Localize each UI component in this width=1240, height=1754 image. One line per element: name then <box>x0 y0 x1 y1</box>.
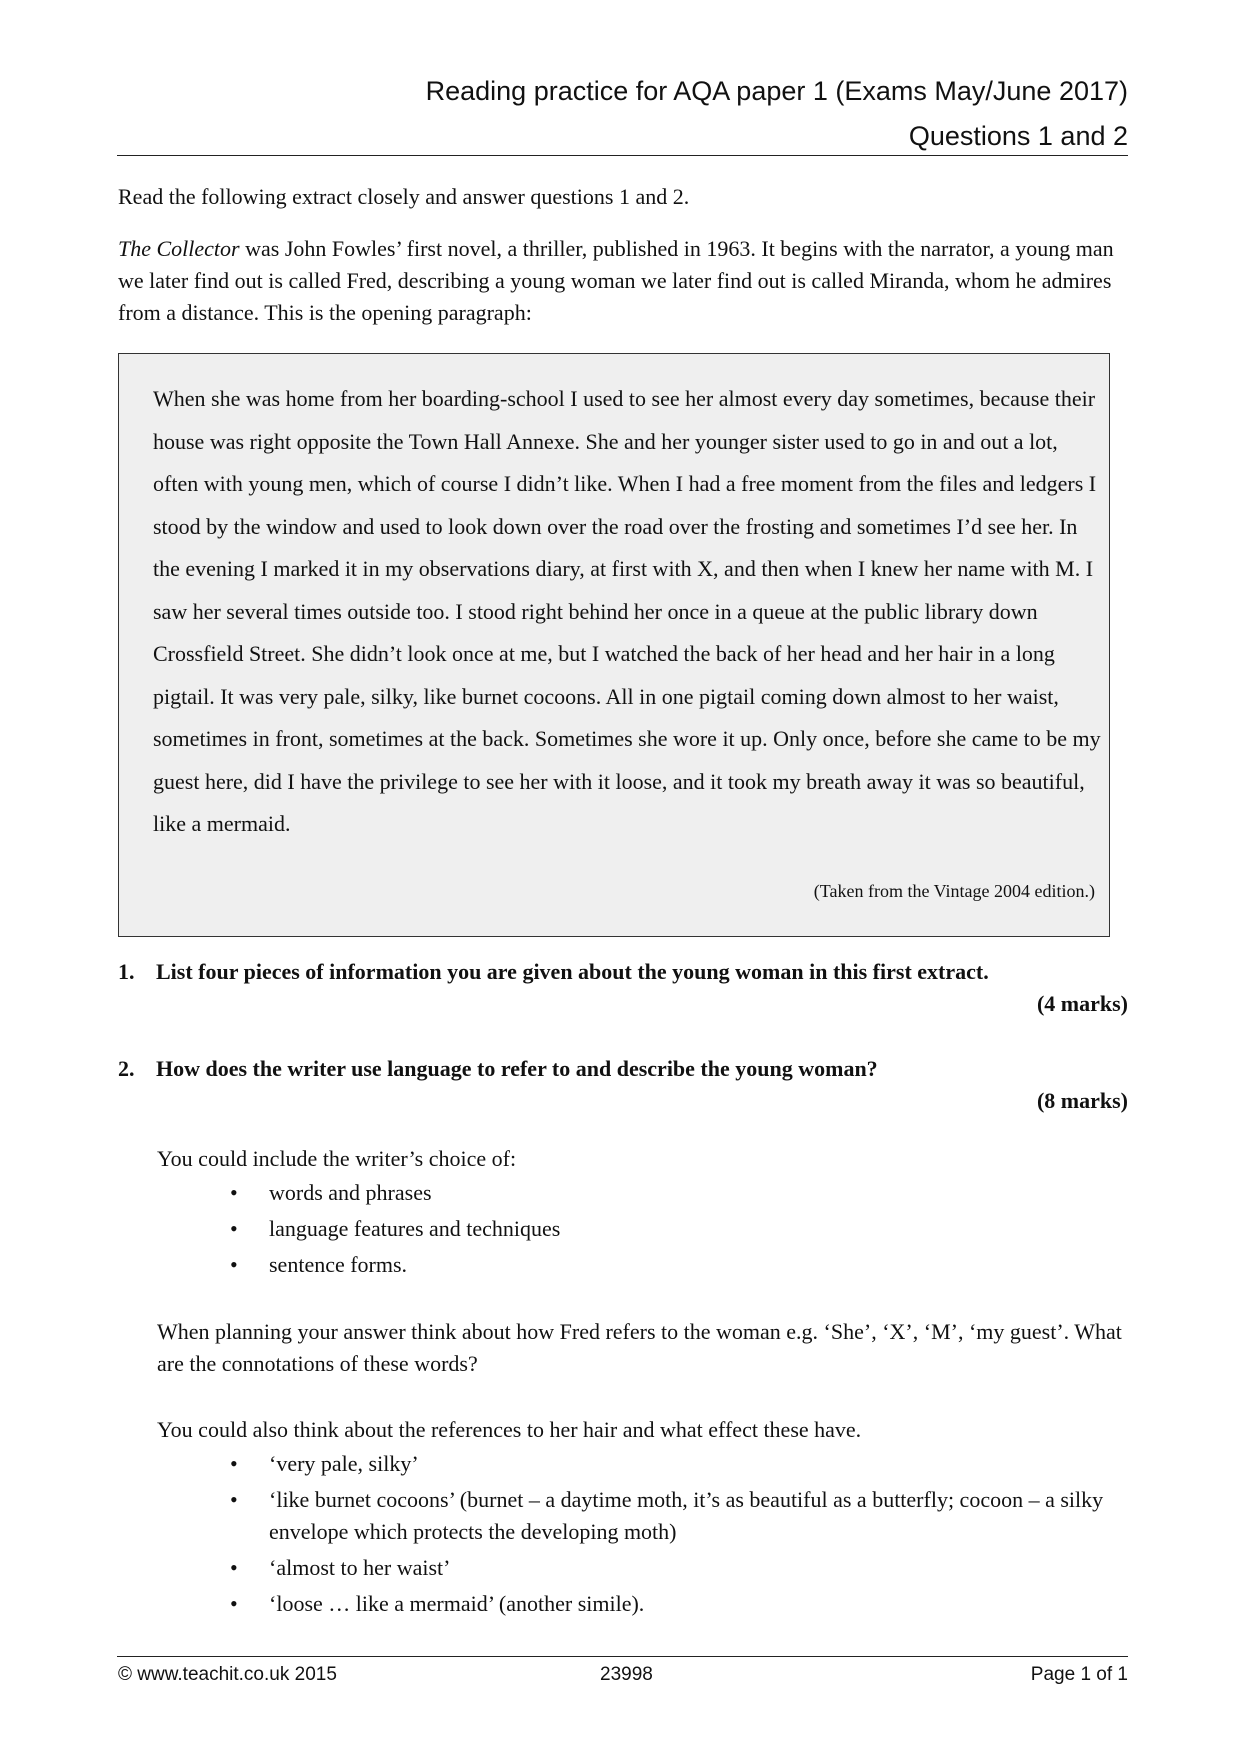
context-text: was John Fowles’ first novel, a thriller, published in 1963. It begins with the narrator, a young man we later find out is called Fred, describing a young woman we later find out is called Miranda, whom he admires from a distance. This is the opening paragraph: <box>118 236 1114 325</box>
page-title: Reading practice for AQA paper 1 (Exams May/June 2017) <box>425 76 1128 106</box>
list-item: • ‘loose … like a mermaid’ (another simile). <box>157 1588 1127 1620</box>
list-item: • words and phrases <box>157 1175 1127 1211</box>
extract-box <box>118 353 1110 937</box>
footer-code: 23998 <box>600 1664 653 1685</box>
question-text: List four pieces of information you are given about the young woman in this first extract. <box>156 959 989 984</box>
list-item: • ‘like burnet cocoons’ (burnet – a daytime moth, it’s as beautiful as a butterfly; cocoon – a silky envelope which protects the developing moth) <box>157 1484 1127 1548</box>
list-item: • language features and techniques <box>157 1211 1127 1247</box>
extract-text: When she was home from her boarding-school I used to see her almost every day sometimes, because their house was right opposite the Town Hall Annexe. She and her younger sister used to go in and out a lot, often with young men, which of course I didn’t like. When I had a free moment from the files and ledgers I stood by the window and used to look down over the road over the frosting and sometimes I’d see her. In the evening I marked it in my observations diary, at first with X, and then when I knew her name with M. I saw her several times outside too. I stood right behind her once in a queue at the public library down Crossfield Street. She didn’t look once at me, but I watched the back of her head and her hair in a long pigtail. It was very pale, silky, like burnet cocoons. All in one pigtail coming down almost to her waist, sometimes in front, sometimes at the back. Sometimes she wore it up. Only once, before she came to be my guest here, did I have the privilege to see her with it loose, and it took my breath away it was so beautiful, like a mermaid. <box>153 386 1101 836</box>
instruction-text: Read the following extract closely and answer questions 1 and 2. <box>118 184 690 209</box>
footer-divider <box>117 1656 1128 1657</box>
footer-page-number: Page 1 of 1 <box>1030 1664 1128 1685</box>
question-marks: (8 marks) <box>1036 1088 1128 1113</box>
header-divider <box>117 155 1128 156</box>
choice-list <box>157 1175 1127 1283</box>
list-item: • sentence forms. <box>157 1247 1127 1283</box>
footer-copyright: © www.teachit.co.uk 2015 <box>118 1664 337 1685</box>
question-text: How does the writer use language to refer to and describe the young woman? <box>156 1056 878 1081</box>
list-item: • ‘very pale, silky’ <box>157 1448 1127 1480</box>
context-paragraph <box>118 233 1128 329</box>
question-number: 2. <box>118 1056 135 1081</box>
extract-source: (Taken from the Vintage 2004 edition.) <box>813 881 1095 901</box>
list-item: • ‘almost to her waist’ <box>157 1552 1127 1584</box>
choice-intro: You could include the writer’s choice of: <box>157 1146 517 1171</box>
hair-intro: You could also think about the references to her hair and what effect these have. <box>157 1417 862 1442</box>
page-subtitle: Questions 1 and 2 <box>908 121 1128 151</box>
hair-list <box>157 1448 1127 1624</box>
question-number: 1. <box>118 959 135 984</box>
planning-text: When planning your answer think about how Fred refers to the woman e.g. ‘She’, ‘X’, ‘M’, ‘my guest’. What are the connotations of these words? <box>157 1319 1122 1376</box>
question-marks: (4 marks) <box>1036 991 1128 1016</box>
book-title: The Collector <box>118 236 240 261</box>
